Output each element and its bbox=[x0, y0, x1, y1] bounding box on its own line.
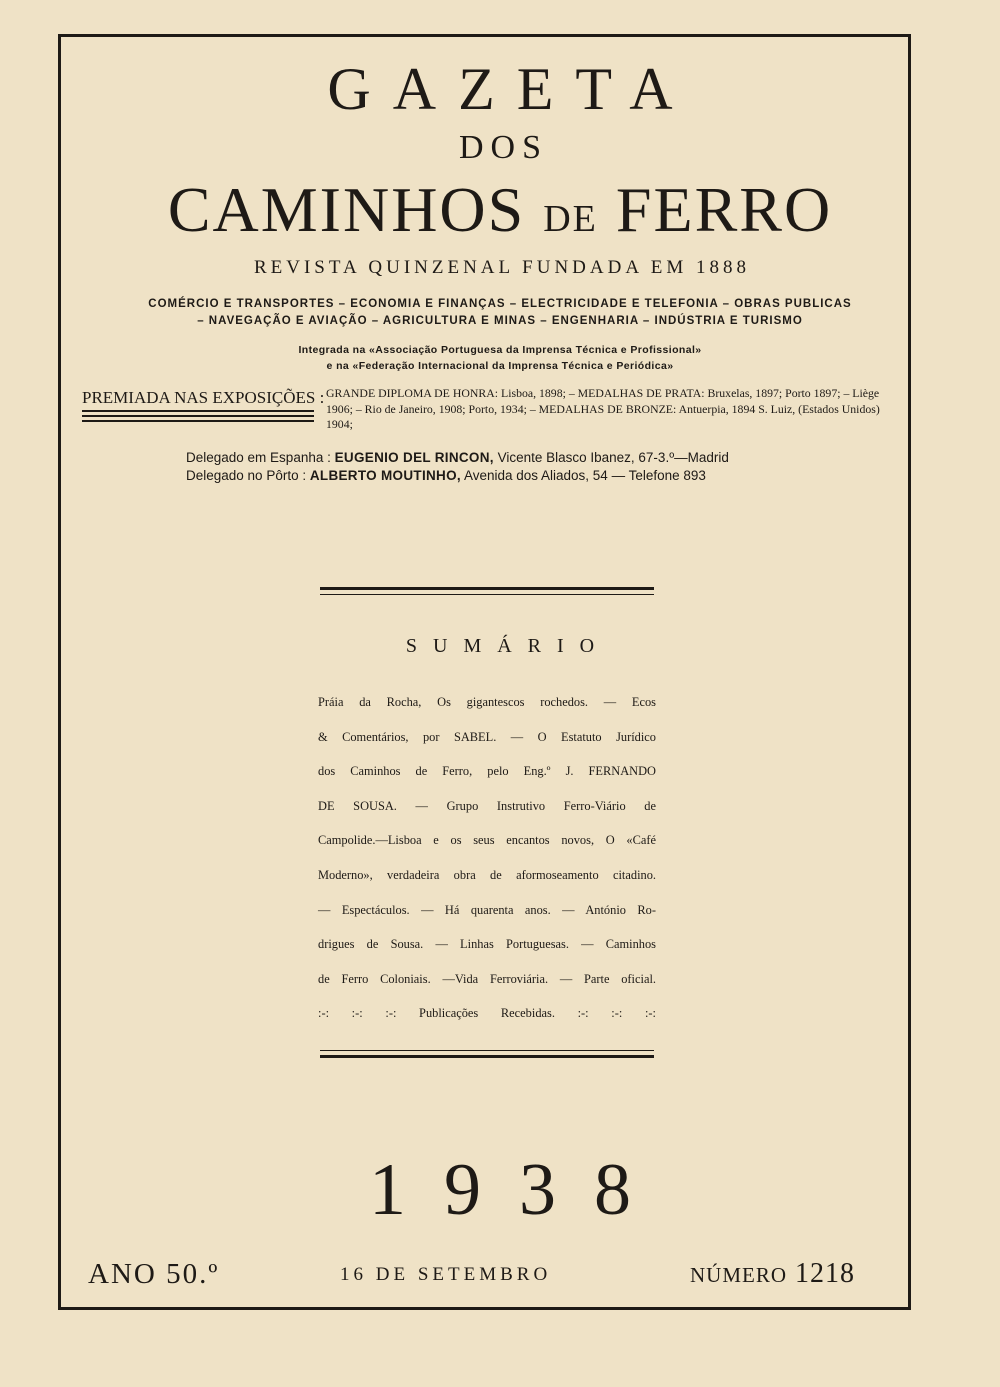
delegate-porto bbox=[186, 467, 826, 485]
delegate-name: EUGENIO DEL RINCON, bbox=[334, 450, 494, 465]
delegate-name: ALBERTO MOUTINHO, bbox=[309, 468, 461, 483]
subtitle: REVISTA QUINZENAL FUNDADA EM 1888 bbox=[253, 257, 751, 278]
issue-number bbox=[690, 1256, 855, 1293]
summary-line: dos Caminhos de Ferro, pelo Eng.º J. FERNANDO bbox=[318, 764, 656, 779]
summary-line: DE SOUSA. — Grupo Instrutivo Ferro-Viário de bbox=[318, 798, 656, 813]
summary-line: de Ferro Coloniais. —Vida Ferroviária. — Parte oficial. bbox=[318, 971, 656, 986]
delegate-spain bbox=[186, 449, 826, 467]
issue-number-value: 1218 bbox=[795, 1258, 856, 1289]
summary-line: — Espectáculos. — Há quarenta anos. — António Ro- bbox=[318, 902, 656, 917]
delegate-address: Vicente Blasco Ibanez, 67-3.º—Madrid bbox=[493, 450, 729, 465]
topics-line: COMÉRCIO E TRANSPORTES – ECONOMIA E FINANÇAS – ELECTRICIDADE E TELEFONIA – OBRAS PUBLICAS bbox=[148, 298, 852, 310]
issue-date: 16 DE SETEMBRO bbox=[340, 1264, 552, 1285]
awards-underline bbox=[82, 410, 314, 425]
delegates bbox=[186, 449, 826, 485]
divider-top bbox=[320, 587, 654, 590]
summary-text bbox=[318, 685, 656, 1031]
title-de: DE bbox=[543, 198, 598, 240]
delegate-address: Avenida dos Aliados, 54 — Telefone 893 bbox=[460, 468, 706, 483]
year: 1938 bbox=[369, 1149, 669, 1231]
title-ferro: FERRO bbox=[615, 174, 833, 245]
summary-line: Práia da Rocha, Os gigantescos rochedos. — Ecos bbox=[318, 695, 656, 709]
awards-text: GRANDE DIPLOMA DE HONRA: Lisboa, 1898; – MEDALHAS DE PRATA: Bruxelas, 1897; Porto 1897; – Liège 1906; – Rio de Janeiro, 1908; Porto, 1934; – MEDALHAS DE BRONZE: Antuerpia, 1894 S. Luiz, (Estados Unidos) 1904; bbox=[326, 386, 880, 431]
volume-year: ANO 50.º bbox=[88, 1258, 220, 1290]
summary-line: & Comentários, por SABEL. — O Estatuto Jurídico bbox=[318, 729, 656, 744]
delegate-prefix: Delegado em Espanha : bbox=[186, 450, 335, 465]
title-gazeta: GAZETA bbox=[327, 56, 695, 122]
topics-line: – NAVEGAÇÃO E AVIAÇÃO – AGRICULTURA E MINAS – ENGENHARIA – INDÚSTRIA E TURISMO bbox=[197, 315, 803, 327]
title-dos: DOS bbox=[458, 129, 549, 166]
summary-line: Moderno», verdadeira obra de aformoseamento citadino. bbox=[318, 867, 656, 882]
divider-bottom bbox=[320, 1055, 654, 1058]
topics bbox=[0, 296, 1000, 330]
summary-title: SUMÁRIO bbox=[405, 635, 611, 657]
title-caminhos-de-ferro bbox=[0, 174, 1000, 255]
divider-top-thin bbox=[320, 594, 654, 595]
issue-number-label: NÚMERO bbox=[690, 1263, 788, 1287]
summary-line: Campolide.—Lisboa e os seus encantos novos, O «Café bbox=[318, 833, 656, 848]
delegate-prefix: Delegado no Pôrto : bbox=[186, 468, 310, 483]
integration-line: Integrada na «Associação Portuguesa da Imprensa Técnica e Profissional» bbox=[298, 344, 702, 356]
summary-line: drigues de Sousa. — Linhas Portuguesas. — Caminhos bbox=[318, 937, 656, 952]
title-caminhos: CAMINHOS bbox=[167, 174, 526, 245]
integration-note bbox=[0, 342, 1000, 374]
summary-line: :-: :-: :-: Publicações Recebidas. :-: :-: :-: bbox=[318, 1006, 656, 1021]
awards-label: PREMIADA NAS EXPOSIÇÕES : bbox=[82, 388, 325, 407]
divider-bottom-thin bbox=[320, 1050, 654, 1051]
integration-line: e na «Federação Internacional da Imprensa Técnica e Periódica» bbox=[326, 360, 674, 372]
